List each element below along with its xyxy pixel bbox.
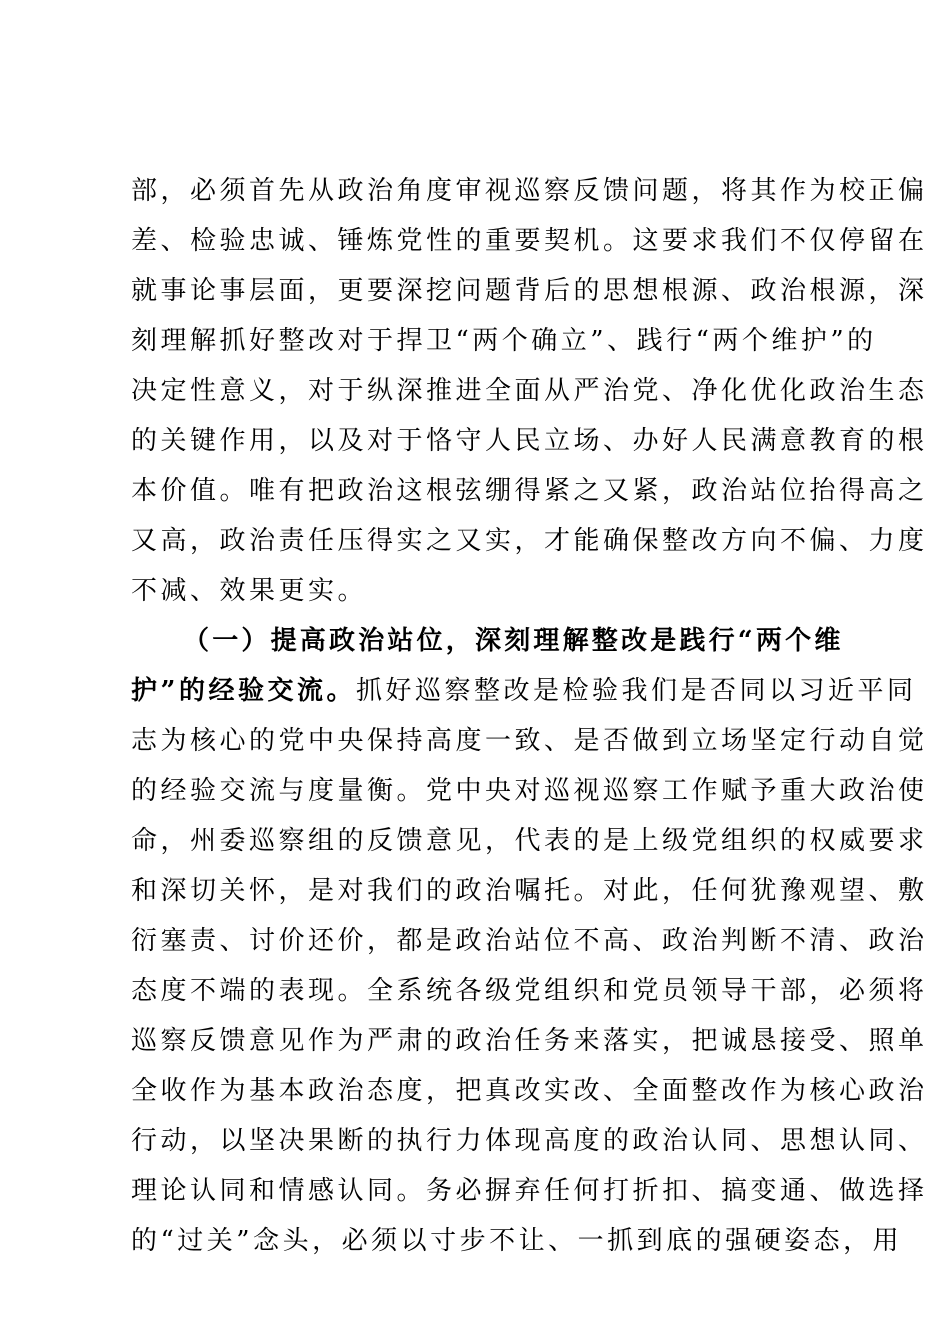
paragraph-line: 部，必须首先从政治角度审视巡察反馈问题，将其作为校正偏: [131, 176, 928, 206]
section-body-line: 的经验交流与度量衡。党中央对巡视巡察工作赋予重大政治使: [131, 776, 928, 806]
section-heading: （一）提高政治站位，深刻理解整改是践行“两个维: [183, 626, 844, 656]
paragraph-line: 差、检验忠诚、锤炼党性的重要契机。这要求我们不仅停留在: [131, 226, 928, 256]
section-body-line: 志为核心的党中央保持高度一致、是否做到立场坚定行动自觉: [131, 726, 928, 756]
paragraph-line: 不减、效果更实。: [131, 576, 368, 606]
section-body-line: 态度不端的表现。全系统各级党组织和党员领导干部，必须将: [131, 976, 928, 1006]
section-body-start: 抓好巡察整改是检验我们是否同以习近平同: [355, 676, 917, 706]
paragraph-line: 本价值。唯有把政治这根弦绷得紧之又紧，政治站位抬得高之: [131, 476, 928, 506]
paragraph-line: 决定性意义，对于纵深推进全面从严治党、净化优化政治生态: [131, 376, 928, 406]
section-heading-continuation: [131, 666, 917, 716]
section-body-line: 命，州委巡察组的反馈意见，代表的是上级党组织的权威要求: [131, 826, 928, 856]
section-body-line: 行动，以坚决果断的执行力体现高度的政治认同、思想认同、: [131, 1126, 928, 1156]
paragraph-line: 就事论事层面，更要深挖问题背后的思想根源、政治根源，深: [131, 276, 928, 306]
section-heading-tail: 护”的经验交流。: [131, 676, 356, 706]
section-body-line: 理论认同和情感认同。务必摒弃任何打折扣、搞变通、做选择: [131, 1176, 928, 1206]
section-body-line: 的“过关”念头，必须以寸步不让、一抓到底的强硬姿态，用: [131, 1226, 903, 1256]
section-body-line: 衍塞责、讨价还价，都是政治站位不高、政治判断不清、政治: [131, 926, 928, 956]
section-body-line: 巡察反馈意见作为严肃的政治任务来落实，把诚恳接受、照单: [131, 1026, 928, 1056]
paragraph-line: 刻理解抓好整改对于捍卫“两个确立”、践行“两个维护”的: [131, 326, 877, 356]
paragraph-line: 又高，政治责任压得实之又实，才能确保整改方向不偏、力度: [131, 526, 928, 556]
section-body-line: 全收作为基本政治态度，把真改实改、全面整改作为核心政治: [131, 1076, 928, 1106]
paragraph-line: 的关键作用，以及对于恪守人民立场、办好人民满意教育的根: [131, 426, 928, 456]
section-body-line: 和深切关怀，是对我们的政治嘱托。对此，任何犹豫观望、敷: [131, 876, 928, 906]
